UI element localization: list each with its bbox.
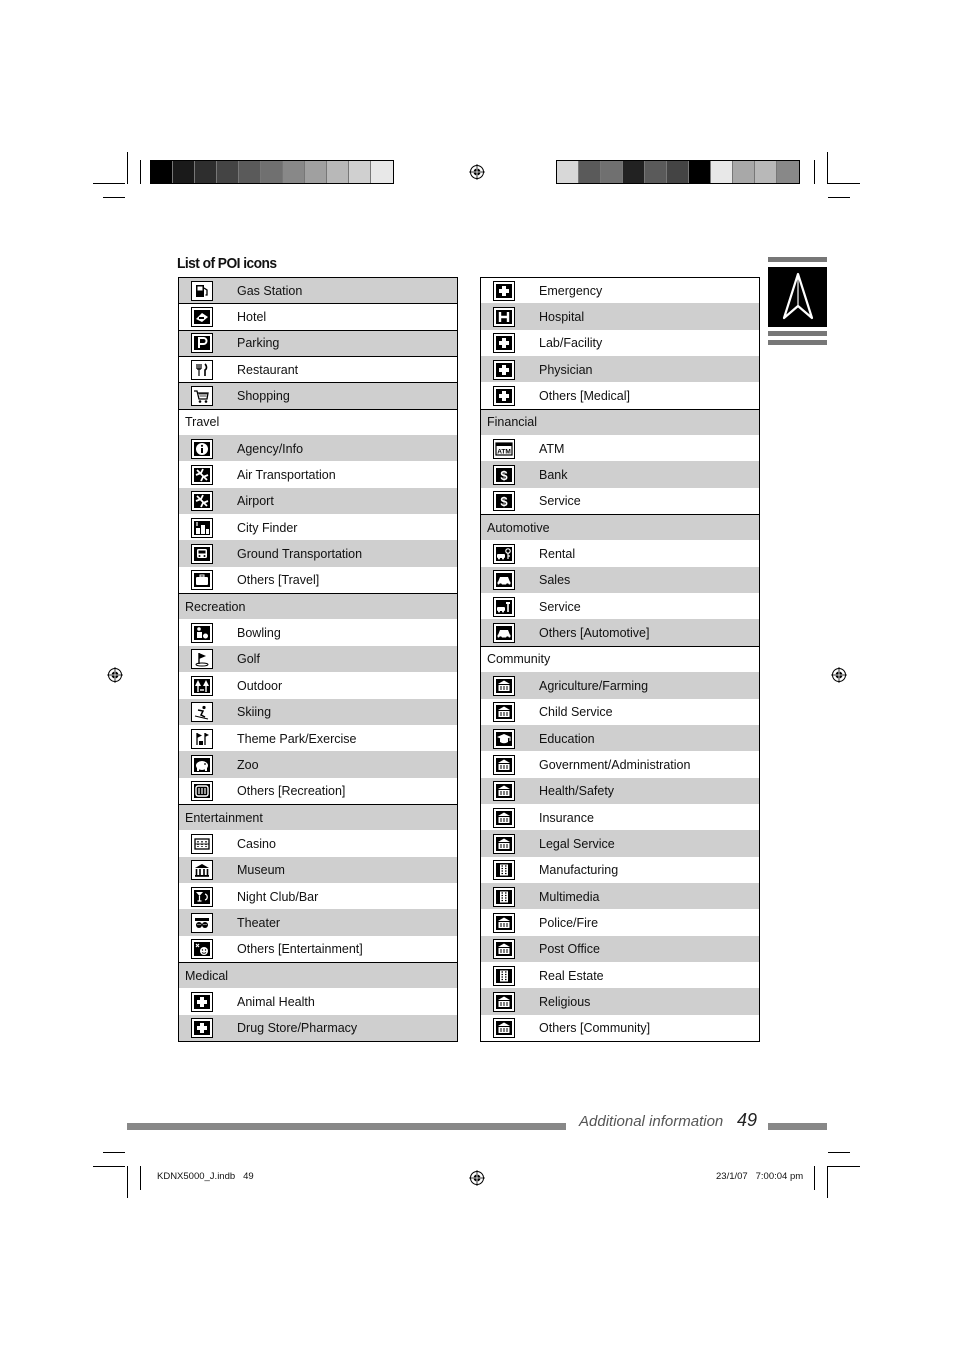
medical-cross-icon bbox=[191, 992, 213, 1012]
poi-row bbox=[481, 540, 759, 566]
poi-row bbox=[179, 936, 457, 962]
poi-row bbox=[481, 356, 759, 382]
crop-mark bbox=[140, 1166, 141, 1190]
poi-row bbox=[481, 804, 759, 830]
building-icon bbox=[493, 992, 515, 1012]
atm-icon bbox=[493, 439, 515, 459]
bus-icon bbox=[191, 544, 213, 564]
color-swatch bbox=[733, 161, 755, 183]
color-swatch bbox=[755, 161, 777, 183]
poi-label: Skiing bbox=[237, 705, 272, 720]
crop-mark bbox=[127, 1166, 128, 1198]
gas-station-icon bbox=[191, 281, 213, 301]
poi-row bbox=[481, 778, 759, 804]
museum-icon bbox=[191, 860, 213, 880]
crop-mark bbox=[828, 197, 850, 198]
poi-label: Legal Service bbox=[539, 836, 615, 851]
poi-label: Air Transportation bbox=[237, 468, 336, 483]
category-header bbox=[179, 804, 457, 830]
city-finder-icon bbox=[191, 518, 213, 538]
poi-row bbox=[481, 488, 759, 514]
page-number: 49 bbox=[737, 1110, 758, 1130]
poi-label: Manufacturing bbox=[539, 863, 619, 878]
category-header bbox=[481, 646, 759, 672]
category-label: Medical bbox=[185, 968, 229, 983]
poi-row bbox=[179, 567, 457, 593]
airplane-icon bbox=[191, 491, 213, 511]
category-header bbox=[481, 514, 759, 540]
poi-label: Gas Station bbox=[237, 283, 303, 298]
poi-label: Others [Recreation] bbox=[237, 784, 346, 799]
shopping-cart-icon bbox=[191, 386, 213, 406]
poi-row bbox=[179, 830, 457, 856]
svg-text:$: $ bbox=[500, 468, 508, 484]
zoo-icon bbox=[191, 755, 213, 775]
color-swatch bbox=[689, 161, 711, 183]
theme-park-icon bbox=[191, 729, 213, 749]
poi-label: ATM bbox=[539, 441, 565, 456]
poi-row bbox=[179, 725, 457, 751]
category-label: Community bbox=[487, 652, 551, 667]
registration-mark-icon bbox=[469, 164, 485, 180]
poi-label: Real Estate bbox=[539, 968, 604, 983]
crop-mark bbox=[814, 1166, 815, 1190]
poi-label: Service bbox=[539, 599, 581, 614]
poi-label: Others [Travel] bbox=[237, 573, 320, 588]
page-title: List of POI icons bbox=[177, 255, 277, 272]
poi-label: Government/Administration bbox=[539, 757, 691, 772]
building-icon bbox=[493, 808, 515, 828]
poi-label: Hospital bbox=[539, 310, 585, 325]
office-building-icon bbox=[493, 966, 515, 986]
poi-label: Others [Medical] bbox=[539, 389, 631, 404]
registration-mark-icon bbox=[469, 1170, 485, 1186]
color-swatch bbox=[239, 161, 261, 183]
bowling-icon bbox=[191, 623, 213, 643]
poi-row bbox=[481, 435, 759, 461]
poi-row bbox=[179, 330, 457, 356]
color-swatch bbox=[645, 161, 667, 183]
poi-row bbox=[179, 382, 457, 408]
poi-label: Rental bbox=[539, 547, 576, 562]
category-header bbox=[179, 962, 457, 988]
poi-label: Agriculture/Farming bbox=[539, 678, 649, 693]
poi-row bbox=[481, 883, 759, 909]
poi-label: Emergency bbox=[539, 283, 603, 298]
poi-label: Drug Store/Pharmacy bbox=[237, 1021, 358, 1036]
tab-stripe bbox=[768, 331, 827, 336]
color-swatch bbox=[217, 161, 239, 183]
poi-list-left bbox=[178, 277, 458, 1042]
office-building-icon bbox=[493, 887, 515, 907]
poi-label: Insurance bbox=[539, 810, 594, 825]
education-icon bbox=[493, 729, 515, 749]
category-label: Financial bbox=[487, 415, 538, 430]
poi-label: Theme Park/Exercise bbox=[237, 731, 357, 746]
poi-label: Theater bbox=[237, 915, 281, 930]
medical-cross-icon bbox=[493, 386, 515, 406]
poi-row bbox=[179, 540, 457, 566]
poi-row bbox=[179, 646, 457, 672]
color-swatch bbox=[601, 161, 623, 183]
crop-mark bbox=[814, 160, 815, 184]
footer-bar bbox=[768, 1123, 827, 1130]
poi-row bbox=[481, 699, 759, 725]
poi-row bbox=[481, 988, 759, 1014]
building-icon bbox=[493, 781, 515, 801]
poi-row bbox=[179, 356, 457, 382]
poi-row bbox=[179, 988, 457, 1014]
tab-stripe bbox=[768, 340, 827, 345]
color-swatch bbox=[151, 161, 173, 183]
poi-label: Casino bbox=[237, 836, 276, 851]
office-building-icon bbox=[493, 860, 515, 880]
poi-row bbox=[481, 303, 759, 329]
category-header bbox=[179, 593, 457, 619]
poi-row bbox=[179, 488, 457, 514]
crop-mark bbox=[103, 1152, 125, 1153]
parking-icon bbox=[191, 333, 213, 353]
color-swatch bbox=[579, 161, 601, 183]
crop-mark bbox=[827, 1166, 828, 1198]
color-swatch bbox=[711, 161, 733, 183]
poi-row bbox=[481, 593, 759, 619]
svg-text:$: $ bbox=[500, 494, 508, 510]
building-icon bbox=[493, 1018, 515, 1038]
golf-flag-icon bbox=[191, 649, 213, 669]
crop-mark bbox=[828, 1166, 860, 1167]
poi-row bbox=[481, 330, 759, 356]
svg-text:ATM: ATM bbox=[497, 448, 511, 456]
building-icon bbox=[493, 834, 515, 854]
casino-icon bbox=[191, 834, 213, 854]
medical-cross-icon bbox=[493, 281, 515, 301]
color-swatch bbox=[777, 161, 799, 183]
registration-mark-icon bbox=[831, 667, 847, 683]
poi-row bbox=[179, 461, 457, 487]
color-swatch bbox=[283, 161, 305, 183]
poi-row bbox=[481, 962, 759, 988]
color-bar-right bbox=[556, 160, 800, 184]
poi-row bbox=[179, 699, 457, 725]
poi-label: Education bbox=[539, 731, 595, 746]
registration-mark-icon bbox=[107, 667, 123, 683]
category-label: Recreation bbox=[185, 599, 246, 614]
car-key-icon bbox=[493, 544, 515, 564]
crop-mark bbox=[93, 1166, 125, 1167]
poi-row bbox=[179, 909, 457, 935]
color-swatch bbox=[305, 161, 327, 183]
poi-label: Health/Safety bbox=[539, 784, 615, 799]
poi-row bbox=[481, 936, 759, 962]
footer-section-label: Additional information bbox=[579, 1113, 724, 1130]
poi-label: Animal Health bbox=[237, 994, 315, 1009]
poi-label: Zoo bbox=[237, 757, 259, 772]
hotel-icon bbox=[191, 307, 213, 327]
poi-row bbox=[481, 619, 759, 645]
color-swatch bbox=[261, 161, 283, 183]
poi-label: Police/Fire bbox=[539, 915, 599, 930]
poi-label: Lab/Facility bbox=[539, 336, 603, 351]
color-swatch bbox=[557, 161, 579, 183]
poi-row bbox=[481, 857, 759, 883]
suitcase-icon bbox=[191, 570, 213, 590]
crop-mark bbox=[828, 1152, 850, 1153]
dollar-icon bbox=[493, 491, 515, 511]
restaurant-icon bbox=[191, 360, 213, 380]
car-wrench-icon bbox=[493, 597, 515, 617]
building-icon bbox=[493, 913, 515, 933]
entertainment-icon bbox=[191, 939, 213, 959]
poi-label: Others [Community] bbox=[539, 1021, 651, 1036]
poi-row bbox=[481, 672, 759, 698]
poi-label: Outdoor bbox=[237, 678, 283, 693]
poi-label: Restaurant bbox=[237, 362, 299, 377]
poi-row bbox=[481, 382, 759, 408]
color-swatch bbox=[327, 161, 349, 183]
poi-row bbox=[481, 751, 759, 777]
poi-label: City Finder bbox=[237, 520, 298, 535]
poi-label: Physician bbox=[539, 362, 593, 377]
color-swatch bbox=[195, 161, 217, 183]
recreation-icon bbox=[191, 781, 213, 801]
file-slug: KDNX5000_J.indb 49 bbox=[157, 1171, 254, 1182]
color-swatch bbox=[173, 161, 195, 183]
poi-label: Service bbox=[539, 494, 581, 509]
poi-row bbox=[179, 277, 457, 303]
skiing-icon bbox=[191, 702, 213, 722]
poi-label: Sales bbox=[539, 573, 571, 588]
poi-label: Ground Transportation bbox=[237, 547, 363, 562]
category-header bbox=[481, 409, 759, 435]
category-label: Automotive bbox=[487, 520, 550, 535]
category-label: Travel bbox=[185, 415, 220, 430]
poi-label: Golf bbox=[237, 652, 260, 667]
poi-list-right bbox=[480, 277, 760, 1042]
color-bar-left bbox=[150, 160, 394, 184]
hospital-icon bbox=[493, 307, 515, 327]
crop-mark bbox=[93, 183, 125, 184]
dollar-icon bbox=[493, 465, 515, 485]
poi-row bbox=[179, 1015, 457, 1041]
poi-row bbox=[179, 857, 457, 883]
theater-icon bbox=[191, 913, 213, 933]
poi-label: Multimedia bbox=[539, 889, 600, 904]
poi-row bbox=[179, 672, 457, 698]
crop-mark bbox=[827, 152, 828, 184]
poi-row bbox=[179, 778, 457, 804]
crop-mark bbox=[828, 183, 860, 184]
footer-bar bbox=[127, 1123, 566, 1130]
medical-cross-icon bbox=[493, 360, 515, 380]
poi-row bbox=[481, 909, 759, 935]
crop-mark bbox=[127, 152, 128, 184]
navigation-arrow-icon bbox=[781, 272, 815, 322]
poi-label: Agency/Info bbox=[237, 441, 304, 456]
poi-label: Shopping bbox=[237, 389, 290, 404]
color-swatch bbox=[667, 161, 689, 183]
poi-label: Bowling bbox=[237, 626, 281, 641]
building-icon bbox=[493, 939, 515, 959]
poi-row bbox=[481, 461, 759, 487]
crop-mark bbox=[140, 160, 141, 184]
poi-row bbox=[179, 883, 457, 909]
poi-label: Museum bbox=[237, 863, 285, 878]
category-header bbox=[179, 409, 457, 435]
poi-label: Religious bbox=[539, 994, 591, 1009]
poi-label: Post Office bbox=[539, 942, 600, 957]
medical-cross-icon bbox=[191, 1018, 213, 1038]
building-icon bbox=[493, 676, 515, 696]
color-swatch bbox=[349, 161, 371, 183]
poi-row bbox=[481, 830, 759, 856]
poi-label: Airport bbox=[237, 494, 274, 509]
car-icon bbox=[493, 570, 515, 590]
color-swatch bbox=[623, 161, 645, 183]
poi-label: Bank bbox=[539, 468, 568, 483]
poi-row bbox=[179, 303, 457, 329]
poi-row bbox=[481, 725, 759, 751]
airplane-icon bbox=[191, 465, 213, 485]
poi-label: Hotel bbox=[237, 310, 267, 325]
poi-label: Child Service bbox=[539, 705, 613, 720]
poi-row bbox=[179, 514, 457, 540]
poi-label: Others [Automotive] bbox=[539, 626, 650, 641]
poi-label: Parking bbox=[237, 336, 280, 351]
category-label: Entertainment bbox=[185, 810, 263, 825]
color-swatch bbox=[371, 161, 393, 183]
poi-row bbox=[179, 751, 457, 777]
poi-label: Night Club/Bar bbox=[237, 889, 319, 904]
poi-row bbox=[481, 1015, 759, 1041]
crop-mark bbox=[103, 197, 125, 198]
outdoor-icon bbox=[191, 676, 213, 696]
building-icon bbox=[493, 702, 515, 722]
poi-row bbox=[179, 435, 457, 461]
poi-row bbox=[179, 619, 457, 645]
poi-row bbox=[481, 567, 759, 593]
poi-row bbox=[481, 277, 759, 303]
print-timestamp: 23/1/07 7:00:04 pm bbox=[716, 1171, 804, 1182]
tab-stripe bbox=[768, 257, 827, 262]
night-club-icon bbox=[191, 887, 213, 907]
building-icon bbox=[493, 755, 515, 775]
info-icon bbox=[191, 439, 213, 459]
medical-cross-icon bbox=[493, 333, 515, 353]
section-tab bbox=[768, 267, 827, 327]
poi-label: Others [Entertainment] bbox=[237, 942, 363, 957]
car-icon bbox=[493, 623, 515, 643]
